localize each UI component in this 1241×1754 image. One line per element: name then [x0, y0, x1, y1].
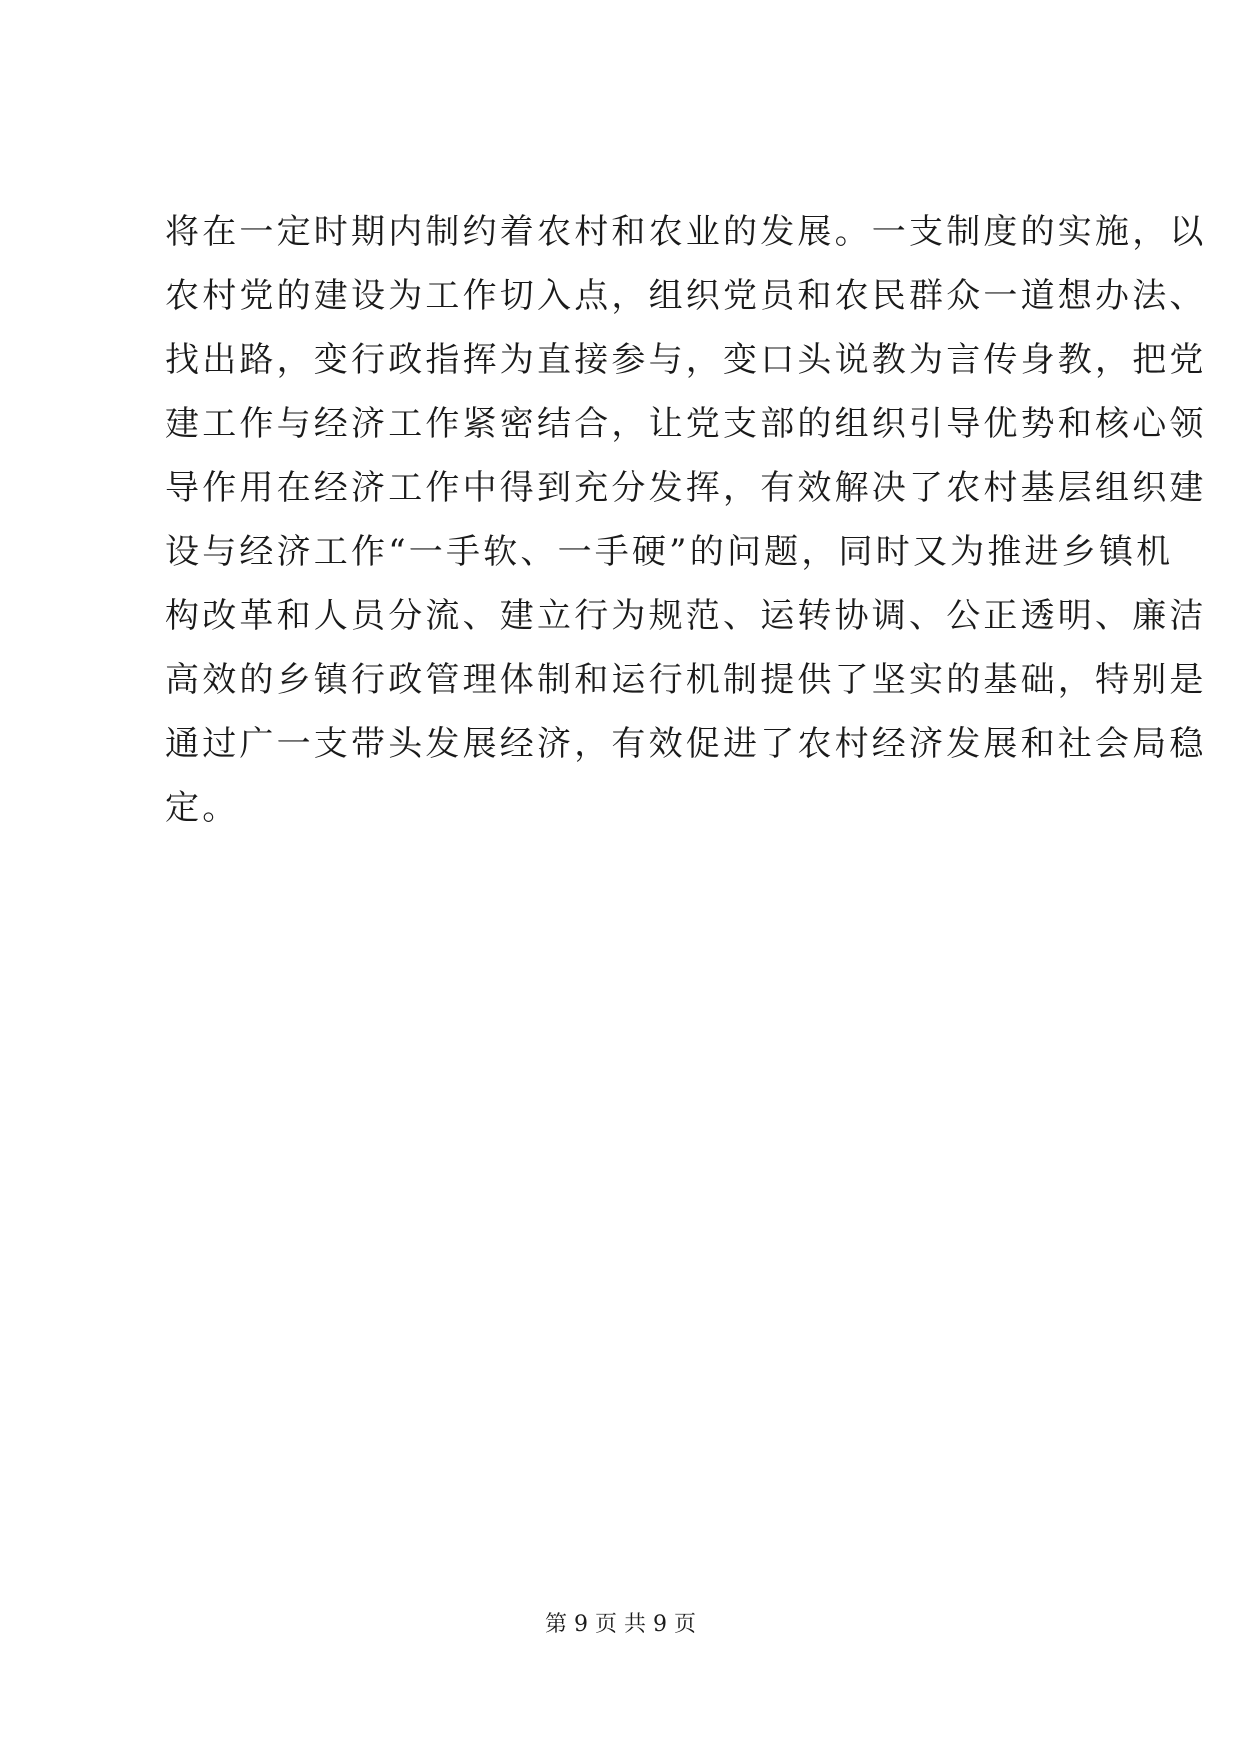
text-line: 高效的乡镇行政管理体制和运行机制提供了坚实的基础，特别是	[165, 660, 1207, 700]
text-line: 农村党的建设为工作切入点，组织党员和农民群众一道想办法、	[165, 276, 1207, 316]
text-line: 设与经济工作“一手软、一手硬”的问题，同时又为推进乡镇机	[165, 532, 1174, 572]
text-line: 建工作与经济工作紧密结合，让党支部的组织引导优势和核心领	[165, 404, 1207, 444]
text-line: 通过广一支带头发展经济，有效促进了农村经济发展和社会局稳	[165, 724, 1207, 764]
text-line: 定。	[165, 788, 240, 828]
body-paragraph	[165, 200, 1207, 840]
text-line: 构改革和人员分流、建立行为规范、运转协调、公正透明、廉洁	[165, 596, 1207, 636]
page-number-footer: 第 9 页 共 9 页	[545, 1612, 696, 1637]
text-line: 导作用在经济工作中得到充分发挥，有效解决了农村基层组织建	[165, 468, 1207, 508]
text-line: 找出路，变行政指挥为直接参与，变口头说教为言传身教，把党	[165, 340, 1207, 380]
text-line: 将在一定时期内制约着农村和农业的发展。一支制度的实施，以	[165, 212, 1207, 252]
